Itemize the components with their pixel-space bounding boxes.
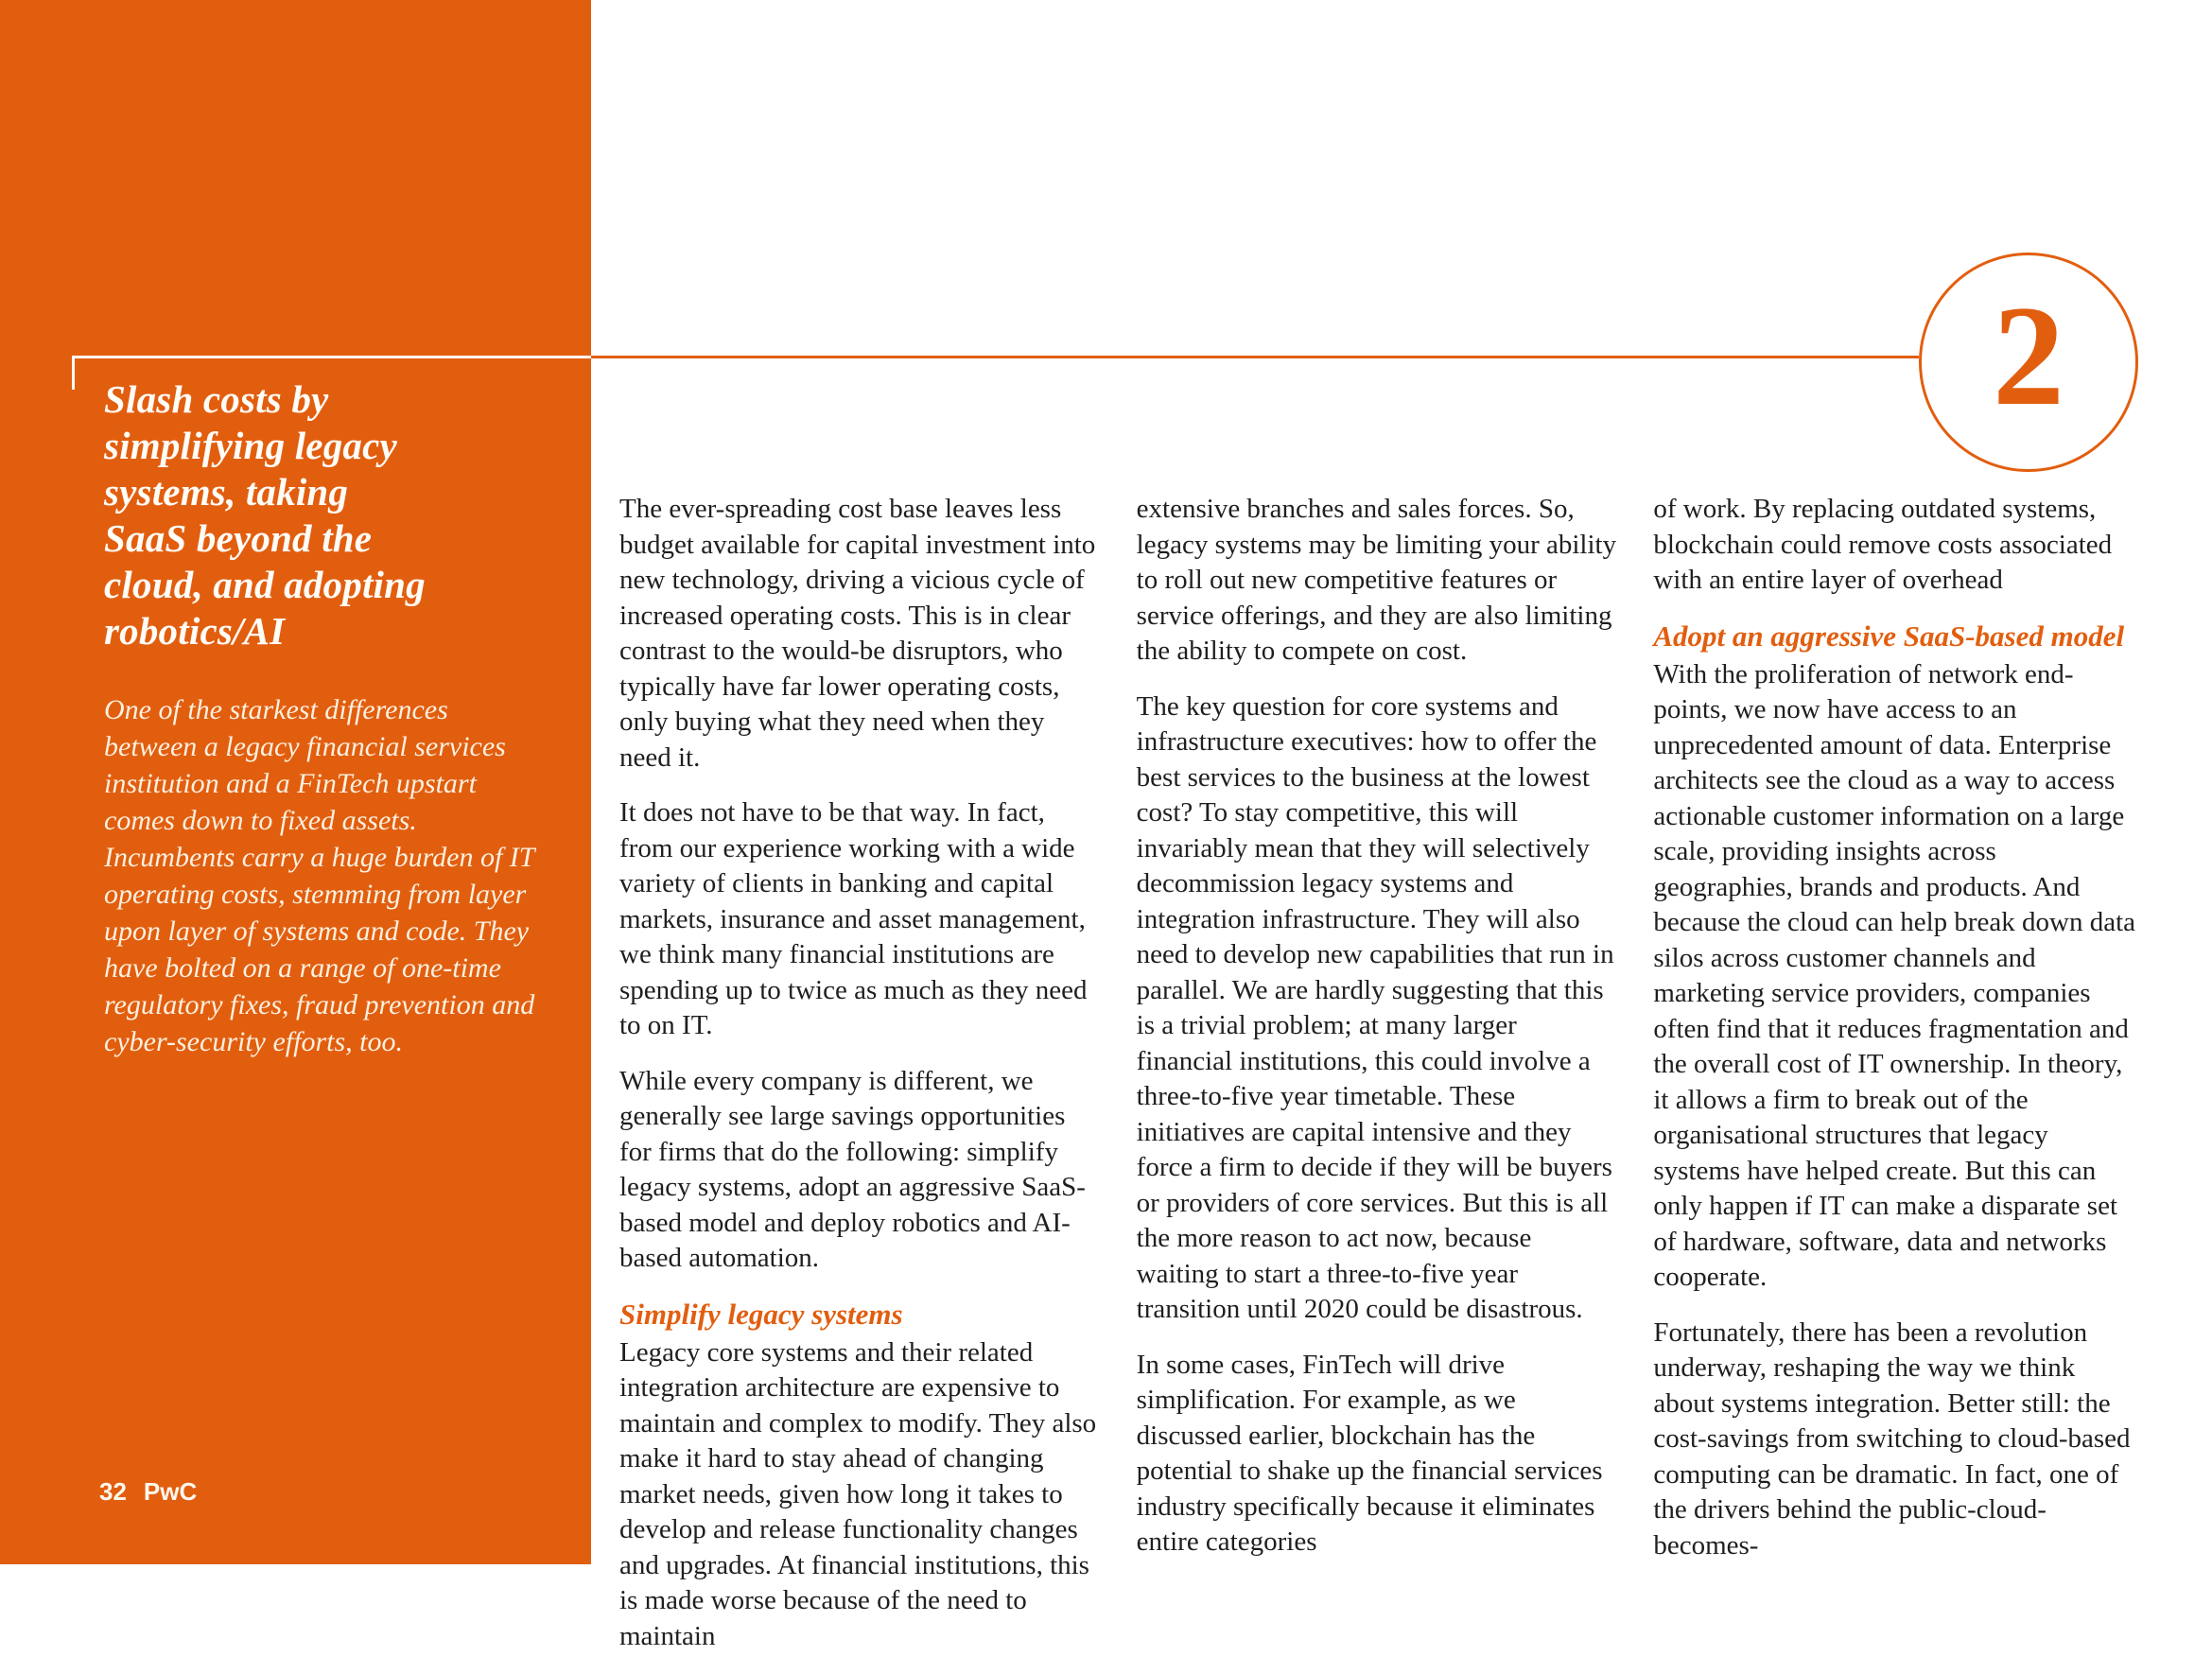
page-title-line: systems, taking bbox=[104, 470, 349, 514]
page-title-line: robotics/AI bbox=[104, 609, 286, 653]
body-paragraph: Fortunately, there has been a revolution underway, reshaping the way we think about systems integration. Better still: the cost-savings from switching to cloud-based computing can be dramatic. In fact, one of the drivers behind the public-cloud-becomes- bbox=[1653, 1317, 2131, 1561]
body-paragraph: of work. By replacing outdated systems, blockchain could remove costs associated with an entire layer of overhead bbox=[1653, 494, 2113, 595]
column-2 bbox=[1137, 492, 1620, 1674]
page-title-line: simplifying legacy bbox=[104, 424, 397, 467]
sidebar-panel bbox=[0, 0, 591, 1564]
page-footer bbox=[99, 1477, 197, 1507]
brand-logo: PwC bbox=[143, 1477, 198, 1506]
page-title bbox=[104, 376, 558, 654]
body-paragraph: The key question for core systems and infrastructure executives: how to offer the best services to the business at the lowest cost? To stay competitive, this will invariably mean that they will selectively decommission legacy systems and integration infrastructure. They will also need to develop new capabilities that run in parallel. We are hardly suggesting that this is a trivial problem; at many larger financial institutions, this could involve a three-to-five year timetable. These initiatives are capital intensive and they force a firm to decide if they will be buyers or providers of core services. But this is all the more reason to act now, because waiting to start a three-to-five year transition until 2020 could be disastrous. bbox=[1136, 690, 1614, 1324]
page-title-line: cloud, and adopting bbox=[104, 563, 426, 606]
column-1 bbox=[619, 492, 1103, 1674]
body-paragraph: While every company is different, we generally see large savings opportunities for firms that do the following: simplify legacy systems, adopt an aggressive SaaS-based model and deploy robotics and AI-based automation. bbox=[619, 1065, 1086, 1273]
body-paragraph: With the proliferation of network end-points, we now have access to an unprecedented amount of data. Enterprise architects see the cloud as a way to access actionable customer information on a large scale, providing insights across geographies, brands and products. And because the cloud can help break down data silos across customer channels and marketing service providers, companies often find that it reduces fragmentation and the overall cost of IT ownership. In theory, it allows a firm to break out of the organisational structures that legacy systems have helped create. But this can only happen if IT can make a disparate set of hardware, software, data and networks cooperate. bbox=[1653, 658, 2136, 1292]
chapter-number-badge bbox=[1919, 253, 2138, 472]
section-heading-simplify-legacy-systems: Simplify legacy systems bbox=[619, 1297, 903, 1331]
page-number: 32 bbox=[99, 1477, 127, 1506]
intro-paragraph: One of the starkest differences between a legacy financial services institution and a FinTech upstart comes down to fixed assets. Incumbents carry a huge burden of IT operating costs, stemming from layer upon layer of systems and code. They have bolted on a range of one-time regulatory fixes, fraud prevention and cyber-security efforts, too. bbox=[104, 694, 535, 1057]
column-3 bbox=[1653, 492, 2136, 1674]
body-paragraph: Legacy core systems and their related integration architecture are expensive to maintain and complex to modify. They also make it hard to stay ahead of changing market needs, given how long it takes to develop and release functionality changes and upgrades. At financial institutions, this is made worse because of the need to maintain bbox=[619, 1336, 1097, 1651]
section-heading-adopt-saas-model: Adopt an aggressive SaaS-based model bbox=[1653, 619, 2125, 653]
body-paragraph: It does not have to be that way. In fact, from our experience working with a wide variety of clients in banking and capital markets, insurance and asset management, we think many financial institutions are spending up to twice as much as they need to on IT. bbox=[619, 797, 1088, 1040]
page-title-line: Slash costs by bbox=[104, 377, 329, 421]
body-paragraph: extensive branches and sales forces. So, legacy systems may be limiting your ability to roll out new competitive features or service offerings, and they are also limiting the ability to compete on cost. bbox=[1136, 494, 1617, 666]
chapter-number: 2 bbox=[1993, 276, 2064, 435]
page-title-line: SaaS beyond the bbox=[104, 516, 373, 560]
body-paragraph: The ever-spreading cost base leaves less budget available for capital investment into new technology, driving a vicious cycle of increased operating costs. This is in clear contrast to the would-be disruptors, who typically have far lower operating costs, only buying what they need when they need it. bbox=[619, 494, 1096, 773]
body-paragraph: In some cases, FinTech will drive simplification. For example, as we discussed earlier, blockchain has the potential to shake up the financial services industry specifically because it eliminates entire categories bbox=[1136, 1349, 1603, 1557]
section-rule-line bbox=[591, 356, 1919, 358]
body-columns bbox=[619, 492, 2136, 1674]
